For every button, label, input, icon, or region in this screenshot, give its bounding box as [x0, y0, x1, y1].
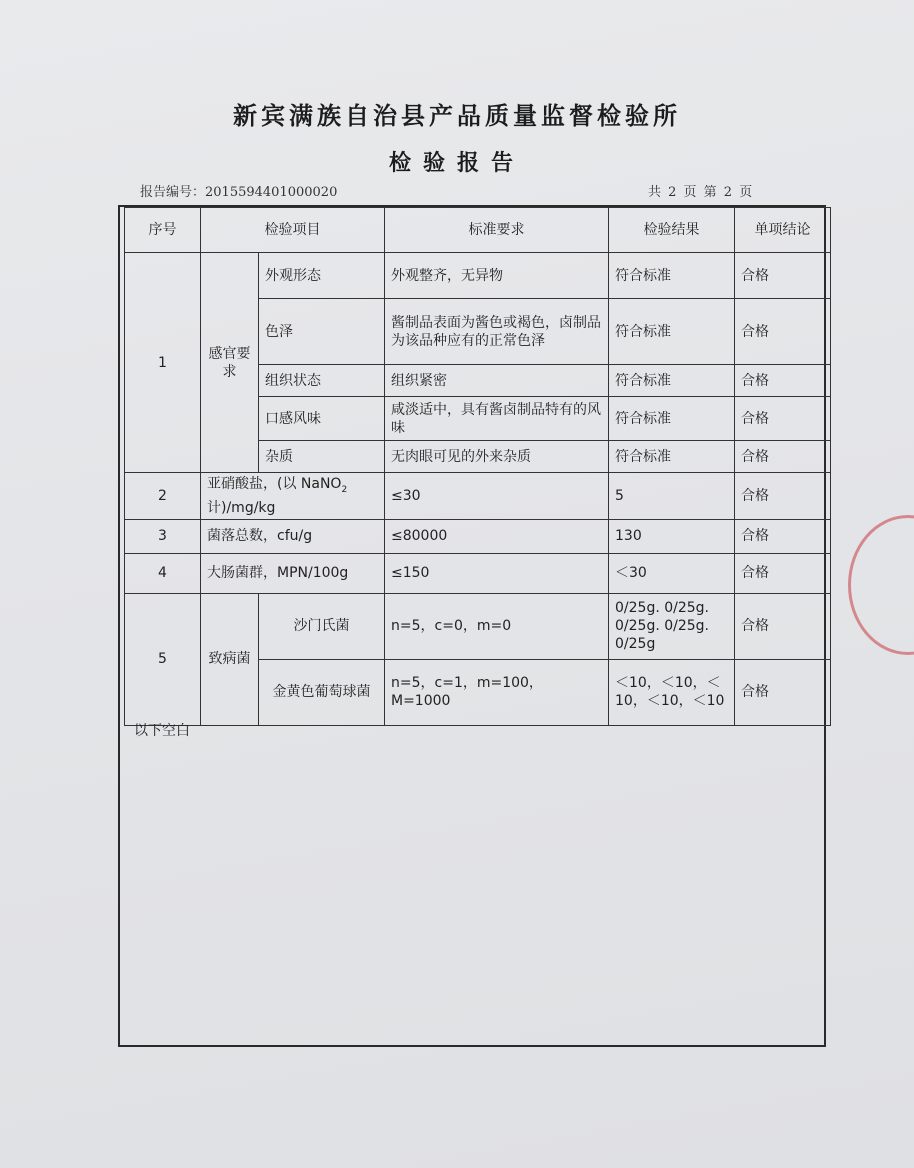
table-row: [125, 253, 831, 299]
item-standard: 酱制品表面为酱色或褐色，卤制品为该品种应有的正常色泽: [385, 299, 609, 365]
item-standard: ≤30: [385, 473, 609, 520]
item-name-part: 计)/mg/kg: [207, 499, 276, 516]
item-name: 杂质: [259, 441, 385, 473]
item-conclusion: 合格: [735, 553, 831, 593]
item-name: 金黄色葡萄球菌: [259, 659, 385, 725]
table-row: [125, 593, 831, 659]
item-conclusion: 合格: [735, 365, 831, 397]
item-conclusion: 合格: [735, 441, 831, 473]
item-result: ＜10，＜10，＜10，＜10，＜10: [609, 659, 735, 725]
item-result: 符合标准: [609, 299, 735, 365]
document-title: 检验报告: [388, 151, 525, 176]
item-name-part: 亚硝酸盐，(以 NaNO: [207, 476, 342, 492]
header-conclusion: 单项结论: [735, 208, 831, 253]
item-conclusion: 合格: [735, 519, 831, 553]
row-no: 4: [125, 553, 201, 593]
table-row: [125, 473, 831, 520]
item-conclusion: 合格: [735, 253, 831, 299]
item-standard: ≤80000: [385, 519, 609, 553]
row-no: 5: [125, 593, 201, 725]
item-name: [201, 473, 385, 520]
item-name: 口感风味: [259, 397, 385, 441]
item-name: 色泽: [259, 299, 385, 365]
table-row: [125, 553, 831, 593]
subscript: 2: [341, 484, 348, 495]
category-label: 致病菌: [201, 593, 259, 725]
item-result: 符合标准: [609, 253, 735, 299]
item-name: 组织状态: [259, 365, 385, 397]
item-result: 符合标准: [609, 365, 735, 397]
item-conclusion: 合格: [735, 397, 831, 441]
institution-title: 新宾满族自治县产品质量监督检验所: [233, 102, 681, 130]
item-result: ＜30: [609, 553, 735, 593]
item-standard: n=5，c=0，m=0: [385, 593, 609, 659]
item-conclusion: 合格: [735, 593, 831, 659]
item-result: 5: [609, 473, 735, 520]
header-item: 检验项目: [201, 208, 385, 253]
item-standard: n=5，c=1，m=100，M=1000: [385, 659, 609, 725]
report-number-value: 2015594401000020: [205, 185, 338, 200]
item-standard: 组织紧密: [385, 365, 609, 397]
item-standard: ≤150: [385, 553, 609, 593]
item-result: 符合标准: [609, 397, 735, 441]
report-number: [140, 181, 337, 200]
row-no: 2: [125, 473, 201, 520]
blank-below-note: 以下空白: [134, 723, 190, 739]
item-name: 沙门氏菌: [259, 593, 385, 659]
header-result: 检验结果: [609, 208, 735, 253]
header-standard: 标准要求: [385, 208, 609, 253]
item-result: 130: [609, 519, 735, 553]
table-row: [125, 519, 831, 553]
item-result: 0/25g. 0/25g. 0/25g. 0/25g. 0/25g: [609, 593, 735, 659]
category-label: 感官要求: [201, 253, 259, 473]
inspection-table: [124, 207, 831, 726]
item-standard: 咸淡适中，具有酱卤制品特有的风味: [385, 397, 609, 441]
table-header-row: [125, 208, 831, 253]
page-info: 共 2 页 第 2 页: [648, 185, 753, 200]
item-result: 符合标准: [609, 441, 735, 473]
item-name: 菌落总数，cfu/g: [201, 519, 385, 553]
item-standard: 外观整齐，无异物: [385, 253, 609, 299]
item-conclusion: 合格: [735, 473, 831, 520]
item-standard: 无肉眼可见的外来杂质: [385, 441, 609, 473]
item-name: 大肠菌群，MPN/100g: [201, 553, 385, 593]
report-number-label: 报告编号：: [140, 185, 206, 200]
item-name: 外观形态: [259, 253, 385, 299]
header-no: 序号: [125, 208, 201, 253]
row-no: 3: [125, 519, 201, 553]
official-seal-stamp: [848, 515, 914, 655]
item-conclusion: 合格: [735, 659, 831, 725]
row-no: 1: [125, 253, 201, 473]
item-conclusion: 合格: [735, 299, 831, 365]
